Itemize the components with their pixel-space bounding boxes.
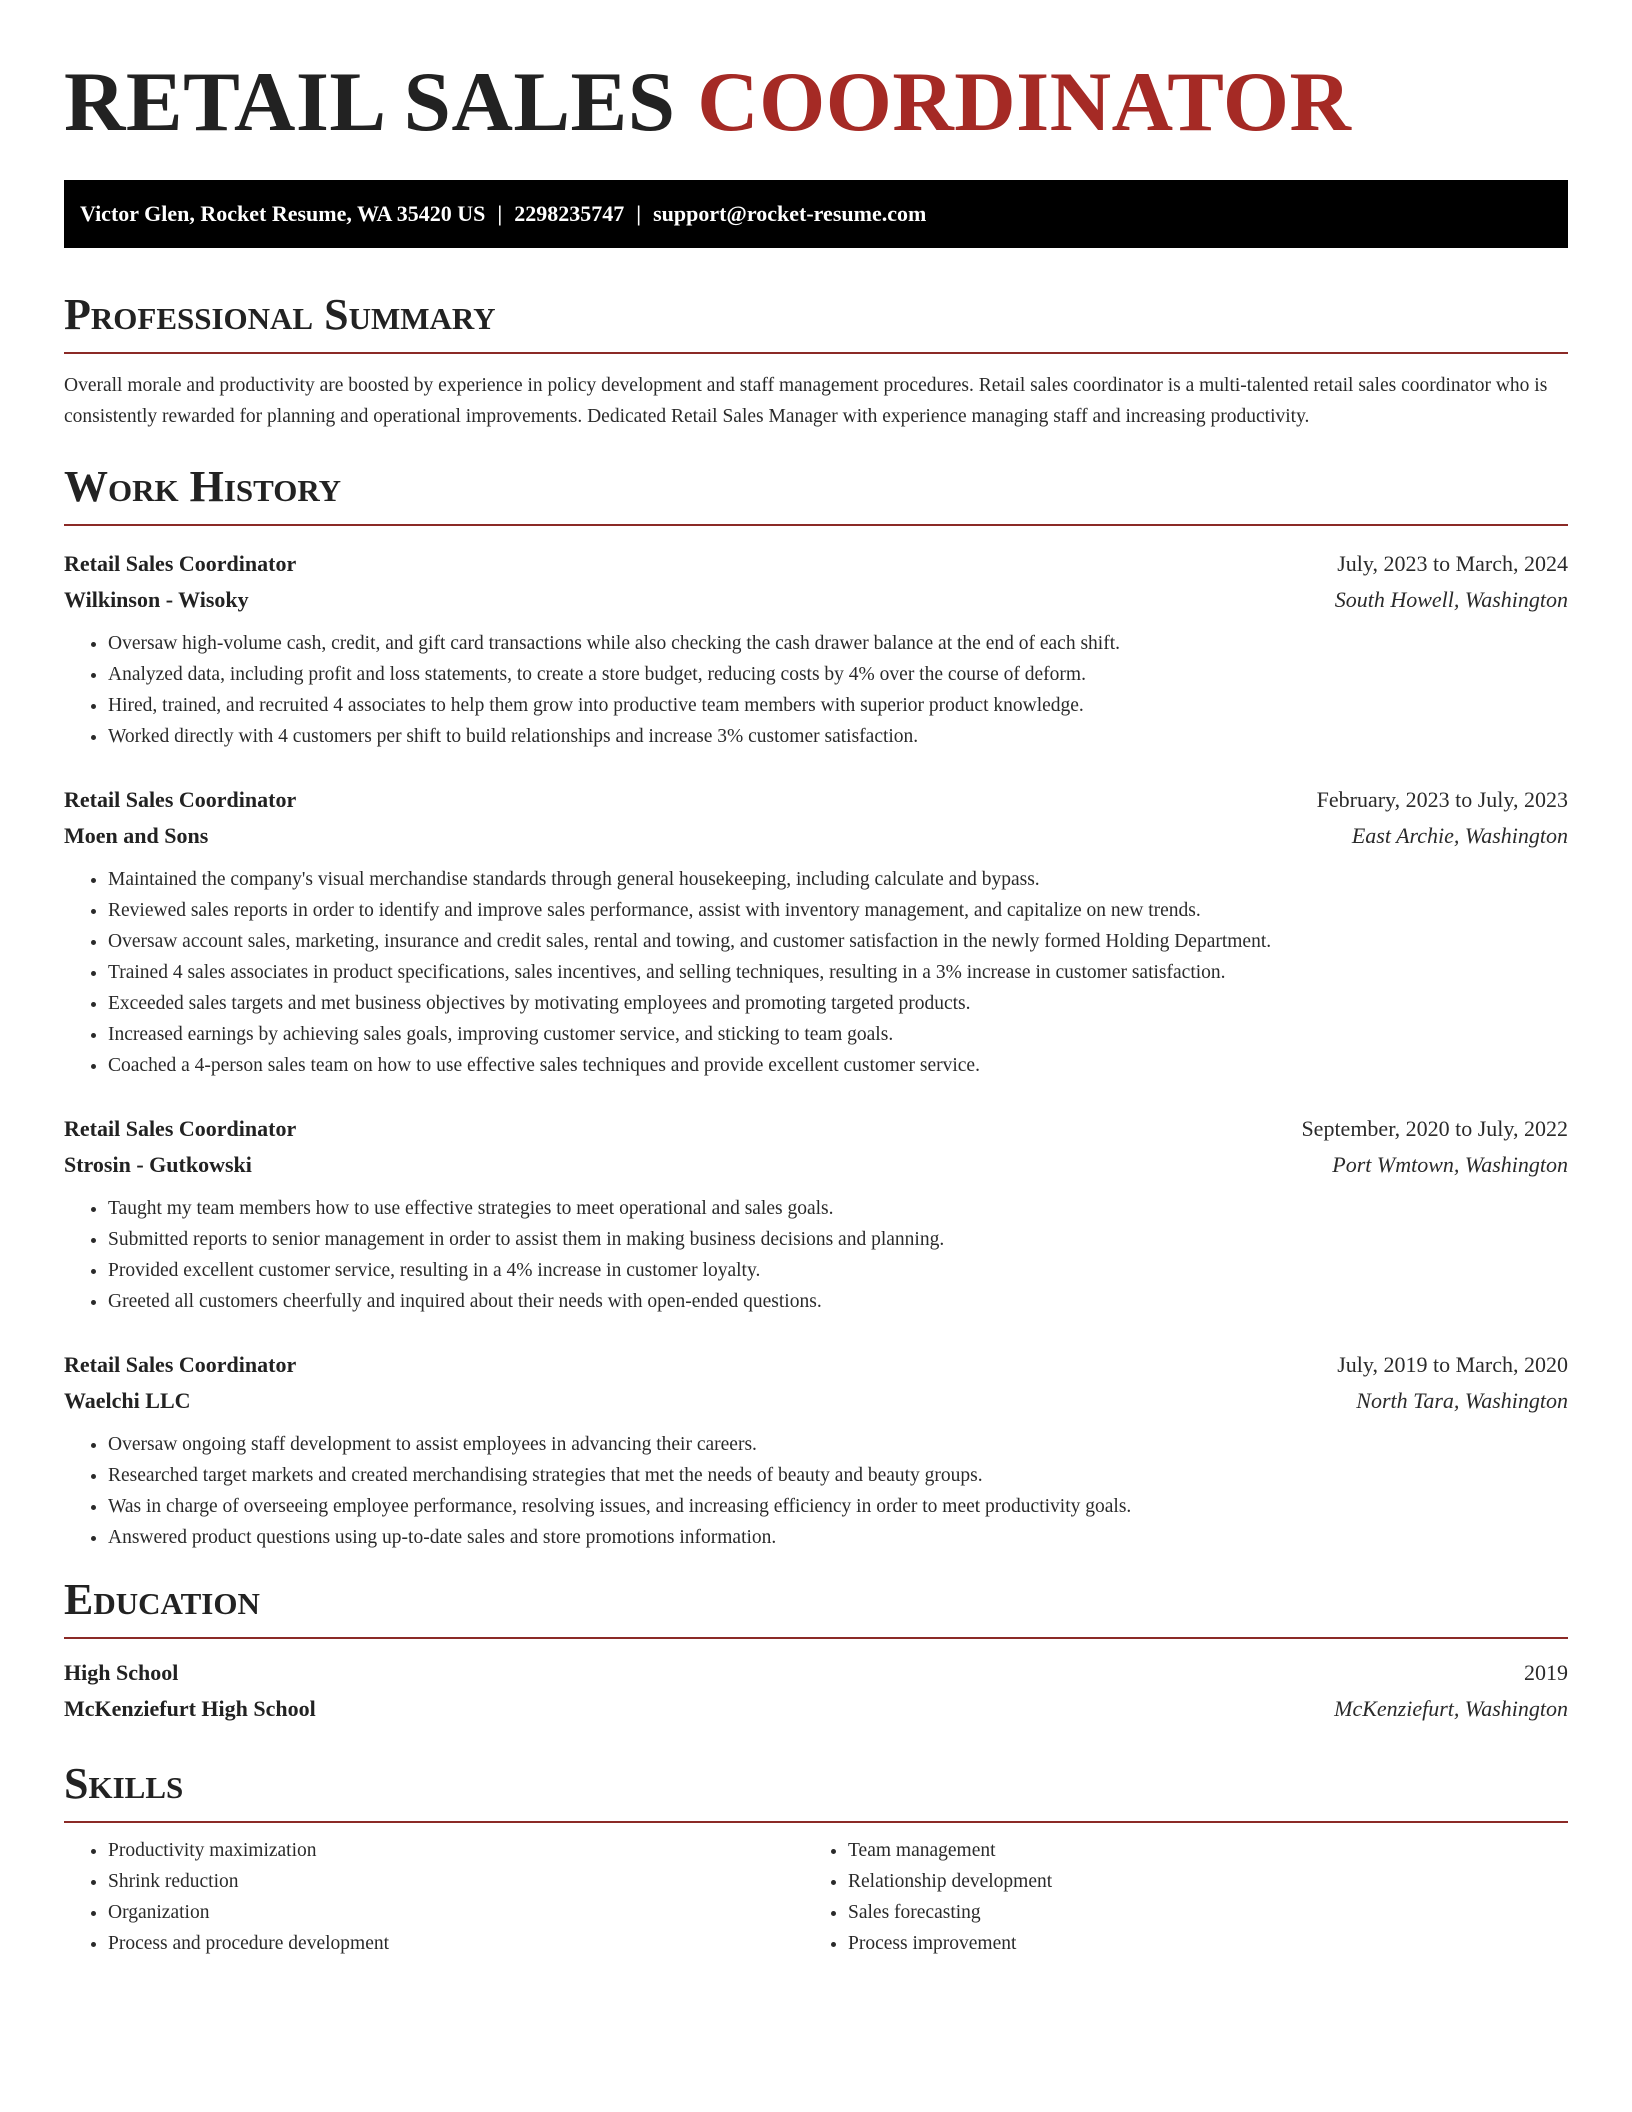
job-company: Strosin - Gutkowski xyxy=(64,1152,252,1177)
education-school-row xyxy=(64,1691,1568,1727)
job-bullet: • Oversaw high-volume cash, credit, and gift card transactions while also checking the cash drawer balance at the end of each shift. xyxy=(108,628,1568,659)
job-bullet: • Oversaw ongoing staff development to assist employees in advancing their careers. xyxy=(108,1429,1568,1460)
job-bullets xyxy=(64,1429,1568,1553)
skill-item: • Organization xyxy=(108,1897,804,1928)
job-entry xyxy=(64,1111,1568,1317)
skill-item: • Relationship development xyxy=(848,1866,1544,1897)
job-bullet: • Worked directly with 4 customers per shift to build relationships and increase 3% customer satisfaction. xyxy=(108,721,1568,752)
job-dates: July, 2023 to March, 2024 xyxy=(1337,551,1568,576)
job-header-row xyxy=(64,1111,1568,1147)
job-bullet: • Taught my team members how to use effective strategies to meet operational and sales goals. xyxy=(108,1193,1568,1224)
job-entry xyxy=(64,1347,1568,1553)
job-company-row xyxy=(64,582,1568,618)
job-entry xyxy=(64,546,1568,752)
job-company-row xyxy=(64,1147,1568,1183)
job-bullets xyxy=(64,628,1568,752)
job-bullet: • Submitted reports to senior management in order to assist them in making business decisions and planning. xyxy=(108,1224,1568,1255)
education-degree: High School xyxy=(64,1660,179,1685)
contact-separator: | xyxy=(636,201,642,226)
job-title: Retail Sales Coordinator xyxy=(64,1352,297,1377)
education-school: McKenziefurt High School xyxy=(64,1696,316,1721)
job-company-row xyxy=(64,1383,1568,1419)
skills-columns xyxy=(64,1835,1568,1959)
skills-list-left xyxy=(64,1835,804,1959)
contact-separator: | xyxy=(497,201,503,226)
job-bullet: • Trained 4 sales associates in product specifications, sales incentives, and selling techniques, resulting in a 3% increase in customer satisfaction. xyxy=(108,957,1568,988)
job-header-row xyxy=(64,782,1568,818)
job-bullet: • Was in charge of overseeing employee performance, resolving issues, and increasing efficiency in order to meet productivity goals. xyxy=(108,1491,1568,1522)
job-bullet: • Researched target markets and created merchandising strategies that met the needs of beauty and beauty groups. xyxy=(108,1460,1568,1491)
job-header-row xyxy=(64,1347,1568,1383)
skill-item: • Process improvement xyxy=(848,1928,1544,1959)
job-bullets xyxy=(64,1193,1568,1317)
job-header-row xyxy=(64,546,1568,582)
section-heading-summary: Professional Summary xyxy=(64,290,1568,354)
job-title: Retail Sales Coordinator xyxy=(64,787,297,812)
job-bullet: • Maintained the company's visual merchandise standards through general housekeeping, including calculate and bypass. xyxy=(108,864,1568,895)
job-dates: September, 2020 to July, 2022 xyxy=(1301,1116,1568,1141)
education-year: 2019 xyxy=(1524,1660,1568,1685)
job-bullet: • Analyzed data, including profit and loss statements, to create a store budget, reducing costs by 4% over the course of deform. xyxy=(108,659,1568,690)
summary-text: Overall morale and productivity are boosted by experience in policy development and staff management procedures. Retail sales coordinator is a multi-talented retail sales coordinator who is consistently rewarded for planning and operational improvements. Dedicated Retail Sales Manager with experience managing staff and increasing productivity. xyxy=(64,375,1548,427)
education-section xyxy=(64,1575,1568,1727)
skill-item: • Sales forecasting xyxy=(848,1897,1544,1928)
job-bullets xyxy=(64,864,1568,1081)
job-location: East Archie, Washington xyxy=(1351,823,1568,848)
skills-section xyxy=(64,1759,1568,1959)
job-bullet: • Oversaw account sales, marketing, insurance and credit sales, rental and towing, and customer satisfaction in the newly formed Holding Department. xyxy=(108,926,1568,957)
skill-item: • Process and procedure development xyxy=(108,1928,804,1959)
education-degree-row xyxy=(64,1655,1568,1691)
job-bullet: • Coached a 4-person sales team on how to use effective sales techniques and provide excellent customer service. xyxy=(108,1050,1568,1081)
job-title: Retail Sales Coordinator xyxy=(64,551,297,576)
contact-address: Victor Glen, Rocket Resume, WA 35420 US xyxy=(80,201,486,226)
contact-bar xyxy=(64,180,1568,248)
job-entry xyxy=(64,782,1568,1081)
job-bullet: • Hired, trained, and recruited 4 associates to help them grow into productive team members with superior product knowledge. xyxy=(108,690,1568,721)
contact-phone[interactable]: 2298235747 xyxy=(514,201,625,226)
skill-item: • Productivity maximization xyxy=(108,1835,804,1866)
education-location: McKenziefurt, Washington xyxy=(1334,1696,1568,1721)
section-heading-work-history: Work History xyxy=(64,462,1568,526)
work-history-section xyxy=(64,462,1568,1553)
education-entry xyxy=(64,1655,1568,1727)
job-bullet: • Increased earnings by achieving sales goals, improving customer service, and sticking to team goals. xyxy=(108,1019,1568,1050)
title-accent: COORDINATOR xyxy=(697,55,1352,149)
job-bullet: • Answered product questions using up-to-date sales and store promotions information. xyxy=(108,1522,1568,1553)
job-dates: July, 2019 to March, 2020 xyxy=(1337,1352,1568,1377)
section-heading-education: Education xyxy=(64,1575,1568,1639)
job-bullet: • Exceeded sales targets and met business objectives by motivating employees and promoting targeted products. xyxy=(108,988,1568,1019)
skills-list-right xyxy=(804,1835,1544,1959)
job-company: Waelchi LLC xyxy=(64,1388,191,1413)
title-main: RETAIL SALES xyxy=(64,55,676,149)
job-company: Moen and Sons xyxy=(64,823,209,848)
job-bullet: • Provided excellent customer service, resulting in a 4% increase in customer loyalty. xyxy=(108,1255,1568,1286)
job-bullet: • Greeted all customers cheerfully and inquired about their needs with open-ended questions. xyxy=(108,1286,1568,1317)
job-dates: February, 2023 to July, 2023 xyxy=(1316,787,1568,812)
resume-title xyxy=(64,52,1568,152)
job-company-row xyxy=(64,818,1568,854)
job-location: South Howell, Washington xyxy=(1334,587,1568,612)
job-bullet: • Reviewed sales reports in order to identify and improve sales performance, assist with inventory management, and capitalize on new trends. xyxy=(108,895,1568,926)
section-heading-skills: Skills xyxy=(64,1759,1568,1823)
job-location: North Tara, Washington xyxy=(1356,1388,1568,1413)
job-company: Wilkinson - Wisoky xyxy=(64,587,249,612)
summary-section xyxy=(64,290,1568,432)
skill-item: • Shrink reduction xyxy=(108,1866,804,1897)
contact-email[interactable]: support@rocket-resume.com xyxy=(653,201,927,226)
job-title: Retail Sales Coordinator xyxy=(64,1116,297,1141)
skill-item: • Team management xyxy=(848,1835,1544,1866)
job-location: Port Wmtown, Washington xyxy=(1332,1152,1568,1177)
